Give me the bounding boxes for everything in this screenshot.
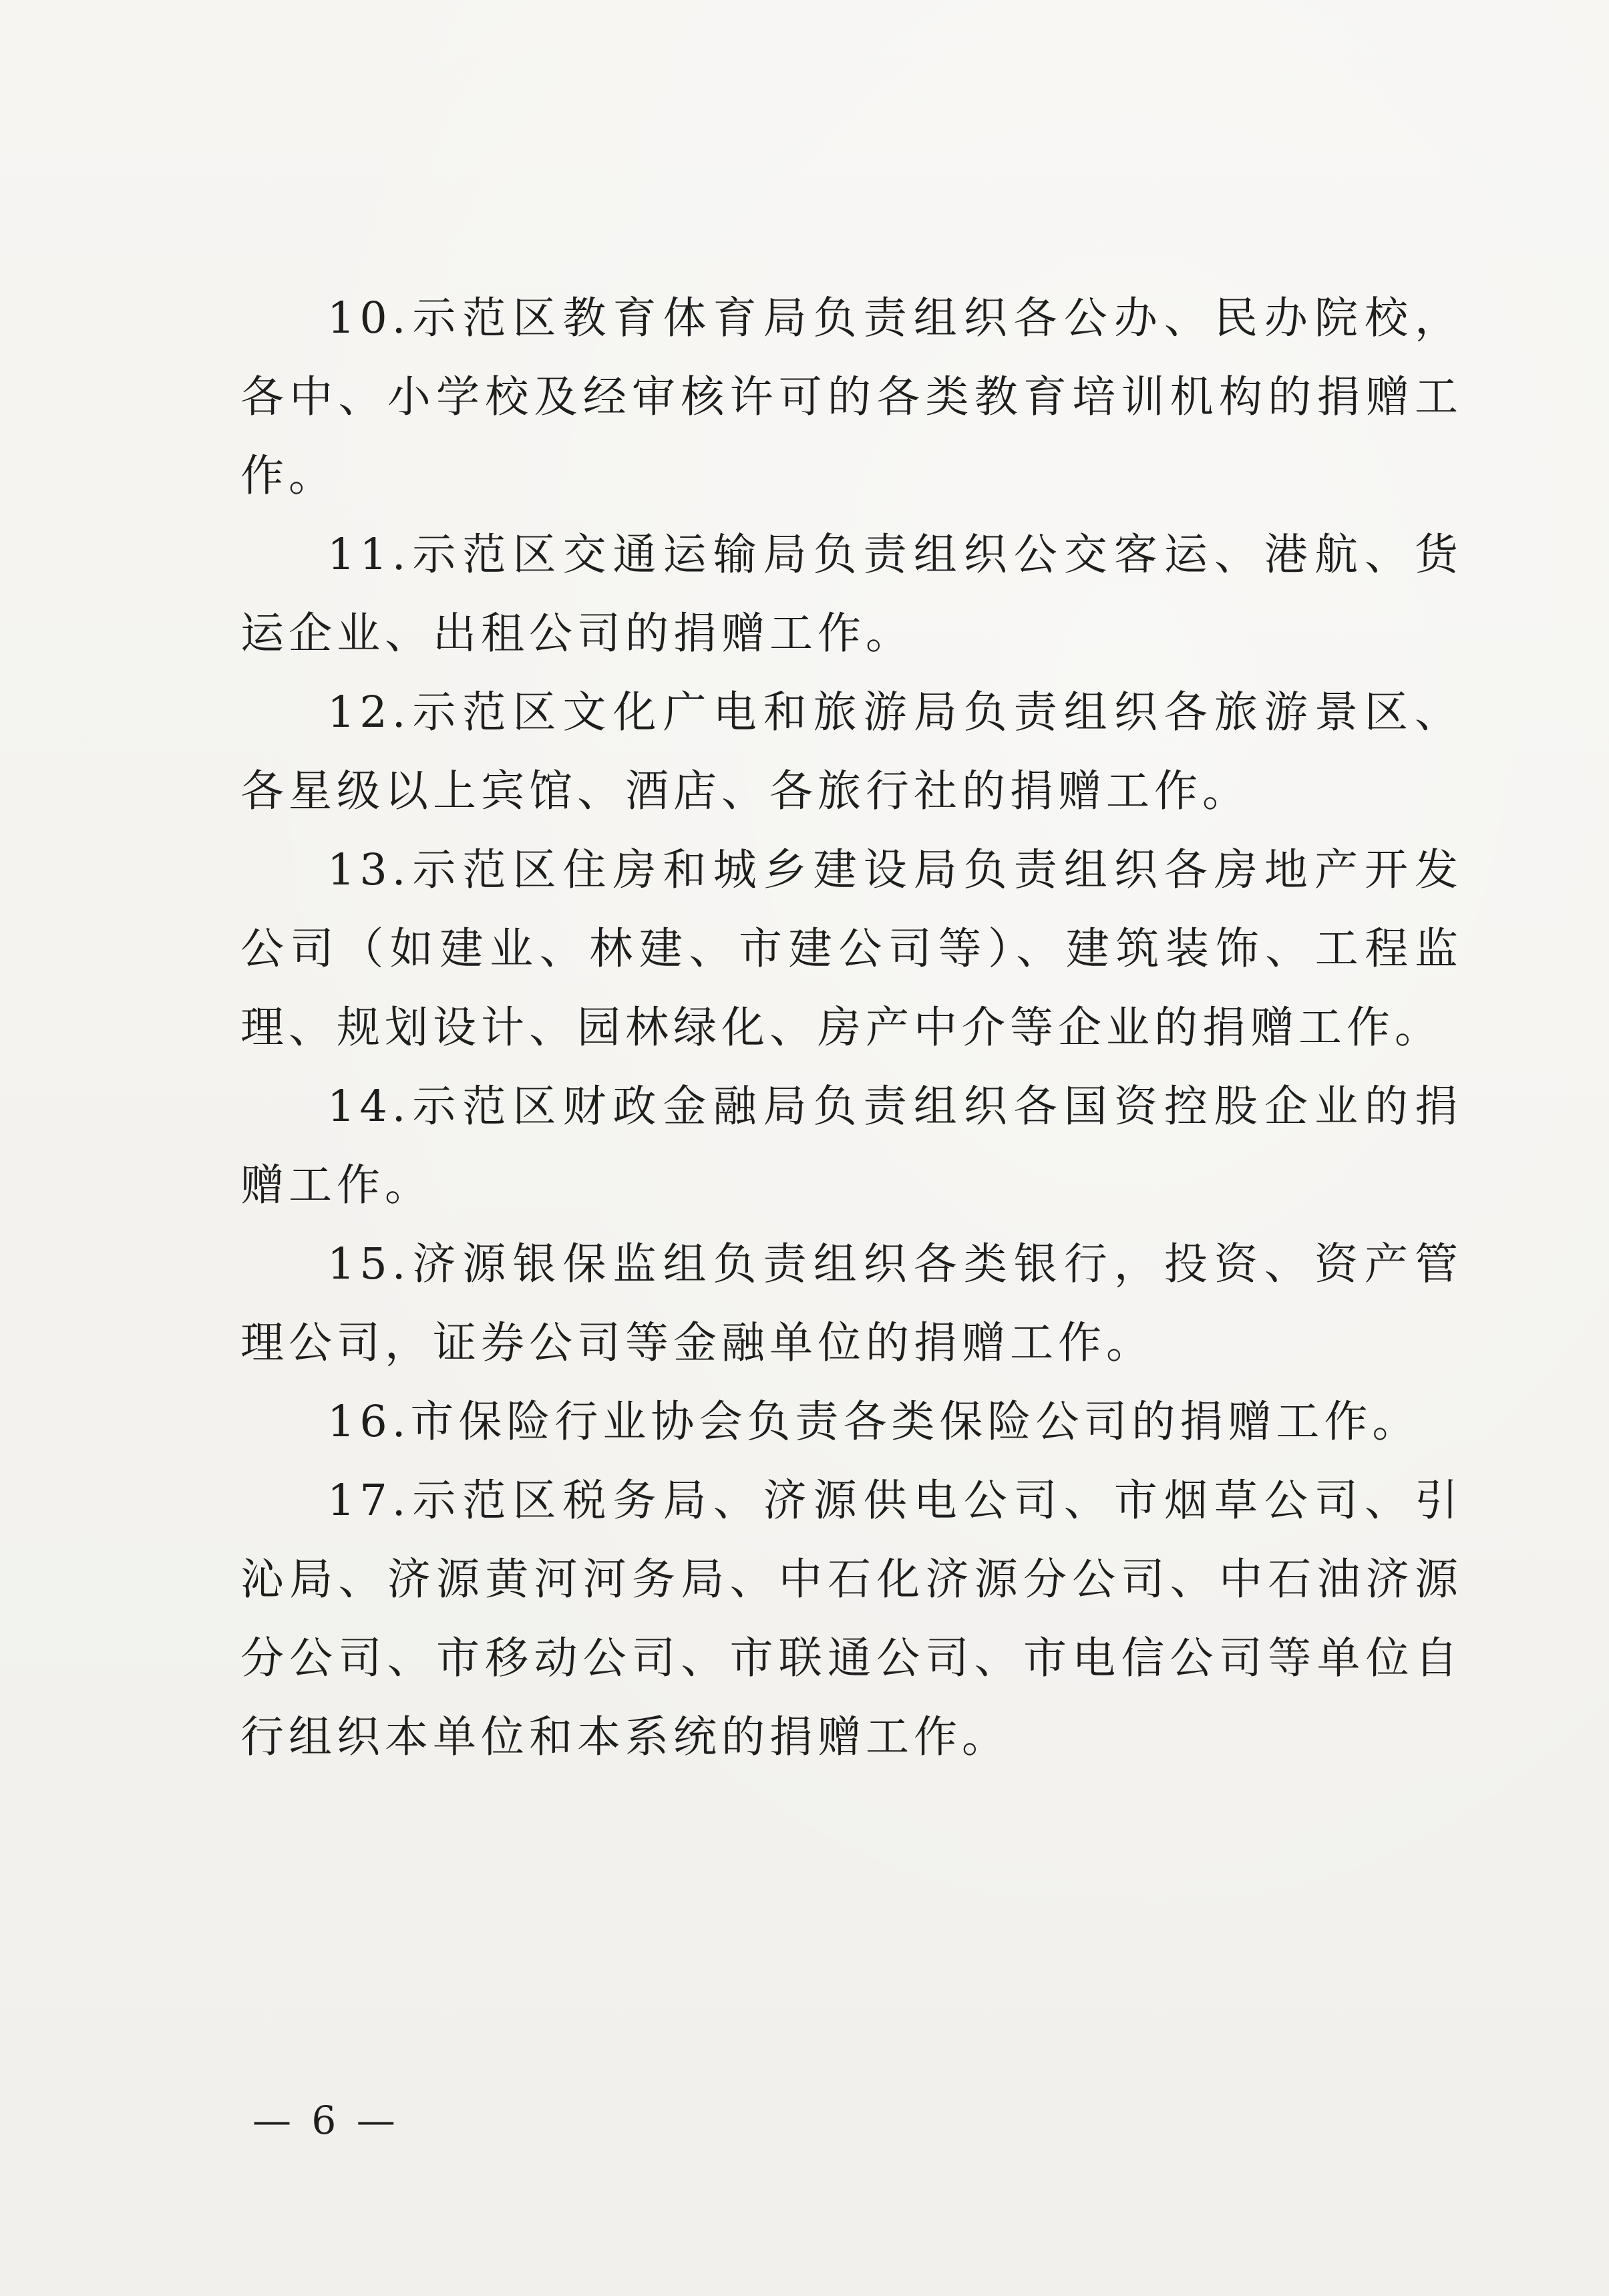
page-number: — 6 — <box>252 2098 399 2143</box>
paragraph-16: 16.市保险行业协会负责各类保险公司的捐赠工作。 <box>327 1397 1421 1447</box>
paragraph-17: 17.示范区税务局、济源供电公司、市烟草公司、引沁局、济源黄河河务局、中石化济源分公司、中石油济源分公司、市移动公司、市联通公司、市电信公司等单位自行组织本单位和本系统的捐赠工作。 <box>240 1476 1463 1762</box>
paragraph-15: 15.济源银保监组负责组织各类银行，投资、资产管理公司，证券公司等金融单位的捐赠工作。 <box>240 1239 1463 1368</box>
paragraph-13: 13.示范区住房和城乡建设局负责组织各房地产开发公司（如建业、林建、市建公司等）、建筑装饰、工程监理、规划设计、园林绿化、房产中介等企业的捐赠工作。 <box>240 845 1463 1053</box>
document-body <box>240 279 1463 1777</box>
paragraph-14: 14.示范区财政金融局负责组织各国资控股企业的捐赠工作。 <box>240 1082 1463 1210</box>
paragraph-10: 10.示范区教育体育局负责组织各公办、民办院校，各中、小学校及经审核许可的各类教育培训机构的捐赠工作。 <box>240 293 1463 501</box>
paragraph-12: 12.示范区文化广电和旅游局负责组织各旅游景区、各星级以上宾馆、酒店、各旅行社的捐赠工作。 <box>240 687 1463 816</box>
paragraph-11: 11.示范区交通运输局负责组织公交客运、港航、货运企业、出租公司的捐赠工作。 <box>240 530 1463 659</box>
